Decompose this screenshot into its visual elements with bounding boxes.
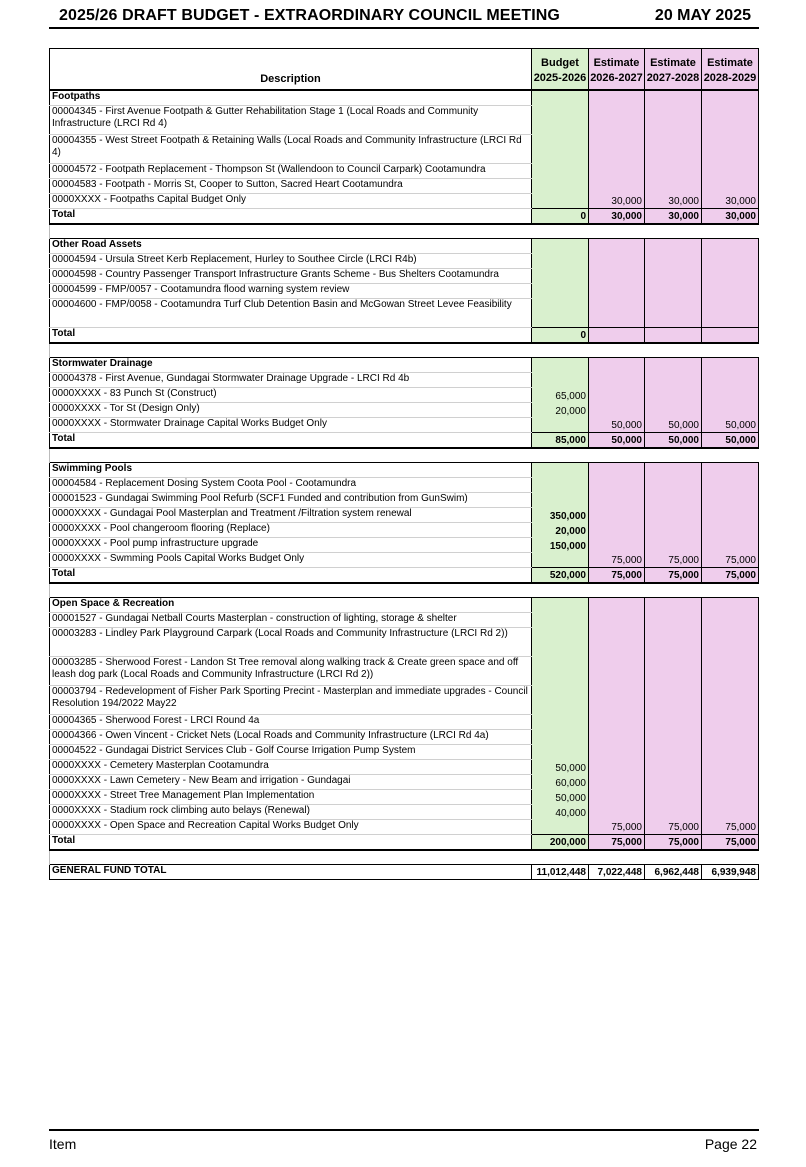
value-cell <box>532 284 589 299</box>
spacer-cell <box>702 224 759 239</box>
value-cell <box>702 388 759 403</box>
value-cell <box>589 538 645 553</box>
row-description: 00004572 - Footpath Replacement - Thompson St (Wallendoon to Council Carpark) Cootamundra <box>50 164 532 179</box>
value-cell: 30,000 <box>589 194 645 209</box>
value-cell: 40,000 <box>532 805 589 820</box>
total-value: 75,000 <box>589 835 645 851</box>
total-value: 520,000 <box>532 568 589 584</box>
total-label: Total <box>50 433 532 449</box>
total-label: Total <box>50 568 532 584</box>
spacer-cell <box>589 224 645 239</box>
table-row <box>50 254 759 269</box>
table-row <box>50 805 759 820</box>
row-description: 0000XXXX - Footpaths Capital Budget Only <box>50 194 532 209</box>
value-cell <box>532 463 589 478</box>
row-description: 0000XXXX - Cemetery Masterplan Cootamundra <box>50 760 532 775</box>
table-row <box>50 403 759 418</box>
row-description: 0000XXXX - Open Space and Recreation Capital Works Budget Only <box>50 820 532 835</box>
value-cell <box>645 179 702 194</box>
value-cell <box>702 613 759 628</box>
value-cell <box>589 388 645 403</box>
value-cell: 50,000 <box>702 418 759 433</box>
table-row <box>50 657 759 686</box>
table-row <box>50 730 759 745</box>
value-cell: 50,000 <box>532 790 589 805</box>
value-cell <box>702 403 759 418</box>
value-cell <box>589 508 645 523</box>
value-cell <box>589 373 645 388</box>
value-cell <box>645 508 702 523</box>
section-title: Other Road Assets <box>50 239 532 254</box>
total-value: 75,000 <box>702 835 759 851</box>
total-value <box>645 328 702 344</box>
value-cell <box>645 299 702 328</box>
value-cell <box>702 598 759 613</box>
value-cell <box>532 164 589 179</box>
value-cell <box>645 775 702 790</box>
column-header-estimate-2027-2028: Estimate 2027-2028 <box>645 49 702 91</box>
value-cell <box>702 493 759 508</box>
value-cell <box>645 403 702 418</box>
section-title: Stormwater Drainage <box>50 358 532 373</box>
value-cell <box>702 299 759 328</box>
grand-total-value: 11,012,448 <box>532 865 589 880</box>
table-row <box>50 194 759 209</box>
value-cell: 20,000 <box>532 523 589 538</box>
value-cell <box>702 358 759 373</box>
value-cell: 50,000 <box>645 418 702 433</box>
value-cell <box>532 478 589 493</box>
value-cell <box>532 493 589 508</box>
value-cell <box>532 613 589 628</box>
value-cell <box>645 388 702 403</box>
value-cell <box>589 493 645 508</box>
section-header-row <box>50 358 759 373</box>
table-body <box>50 90 759 880</box>
value-cell <box>645 254 702 269</box>
spacer-cell <box>645 343 702 358</box>
table-row <box>50 299 759 328</box>
value-cell: 20,000 <box>532 403 589 418</box>
value-cell <box>532 715 589 730</box>
row-description: 0000XXXX - Stormwater Drainage Capital Works Budget Only <box>50 418 532 433</box>
row-description: 00004345 - First Avenue Footpath & Gutter Rehabilitation Stage 1 (Local Roads and Community Infrastructure (LRCI Rd 4) <box>50 106 532 135</box>
row-description: 00004594 - Ursula Street Kerb Replacement, Hurley to Southee Circle (LRCI R4b) <box>50 254 532 269</box>
row-description: 0000XXXX - Pool pump infrastructure upgrade <box>50 538 532 553</box>
total-label: Total <box>50 835 532 851</box>
row-description: 0000XXXX - Street Tree Management Plan Implementation <box>50 790 532 805</box>
section-total-row <box>50 835 759 851</box>
column-header-description: Description <box>50 49 532 91</box>
table-row <box>50 106 759 135</box>
section-header-row <box>50 239 759 254</box>
row-description: 00003794 - Redevelopment of Fisher Park Sporting Precint - Masterplan and immediate upgrades - Council Resolution 194/2022 May22 <box>50 686 532 715</box>
section-title: Swimming Pools <box>50 463 532 478</box>
table-row <box>50 269 759 284</box>
row-description: 0000XXXX - Pool changeroom flooring (Replace) <box>50 523 532 538</box>
row-description: 00004600 - FMP/0058 - Cootamundra Turf Club Detention Basin and McGowan Street Levee Feasibility <box>50 299 532 328</box>
spacer-cell <box>702 583 759 598</box>
spacer-cell <box>50 583 532 598</box>
spacer-cell <box>50 343 532 358</box>
value-cell <box>645 135 702 164</box>
row-description: 00004378 - First Avenue, Gundagai Stormwater Drainage Upgrade - LRCI Rd 4b <box>50 373 532 388</box>
value-cell <box>702 538 759 553</box>
value-cell <box>589 613 645 628</box>
value-cell <box>645 478 702 493</box>
section-total-row <box>50 209 759 225</box>
value-cell <box>645 657 702 686</box>
total-value: 50,000 <box>702 433 759 449</box>
row-description: 0000XXXX - 83 Punch St (Construct) <box>50 388 532 403</box>
spacer-row <box>50 583 759 598</box>
table-row <box>50 790 759 805</box>
spacer-cell <box>532 224 589 239</box>
value-cell <box>589 254 645 269</box>
section-header-row <box>50 463 759 478</box>
value-cell <box>702 775 759 790</box>
total-value: 30,000 <box>702 209 759 225</box>
value-cell <box>702 90 759 106</box>
value-cell <box>702 373 759 388</box>
value-cell: 30,000 <box>645 194 702 209</box>
value-cell <box>645 760 702 775</box>
value-cell <box>645 628 702 657</box>
value-cell <box>702 657 759 686</box>
value-cell <box>532 299 589 328</box>
value-cell: 30,000 <box>702 194 759 209</box>
document-title: 2025/26 DRAFT BUDGET - EXTRAORDINARY COUNCIL MEETING <box>59 7 560 24</box>
total-value <box>589 328 645 344</box>
table-row <box>50 284 759 299</box>
grand-total-row <box>50 865 759 880</box>
spacer-row <box>50 224 759 239</box>
value-cell: 60,000 <box>532 775 589 790</box>
column-header-estimate-2028-2029: Estimate 2028-2029 <box>702 49 759 91</box>
value-cell <box>702 164 759 179</box>
grand-total-value: 7,022,448 <box>589 865 645 880</box>
table-row <box>50 686 759 715</box>
spacer-row <box>50 850 759 865</box>
spacer-cell <box>50 448 532 463</box>
spacer-cell <box>50 850 532 865</box>
spacer-cell <box>532 850 589 865</box>
spacer-cell <box>702 343 759 358</box>
section-total-row <box>50 433 759 449</box>
value-cell <box>532 628 589 657</box>
row-description: 0000XXXX - Stadium rock climbing auto belays (Renewal) <box>50 805 532 820</box>
value-cell <box>589 760 645 775</box>
table-row <box>50 745 759 760</box>
value-cell <box>532 239 589 254</box>
value-cell <box>645 613 702 628</box>
value-cell <box>532 269 589 284</box>
spacer-cell <box>645 448 702 463</box>
value-cell <box>702 478 759 493</box>
table-row <box>50 523 759 538</box>
spacer-cell <box>589 448 645 463</box>
table-row <box>50 760 759 775</box>
value-cell: 75,000 <box>645 820 702 835</box>
budget-table <box>49 48 759 880</box>
value-cell <box>645 790 702 805</box>
row-description: 00004598 - Country Passenger Transport Infrastructure Grants Scheme - Bus Shelters Cootamundra <box>50 269 532 284</box>
value-cell: 75,000 <box>589 820 645 835</box>
spacer-row <box>50 343 759 358</box>
value-cell <box>589 358 645 373</box>
row-description: 00001527 - Gundagai Netball Courts Masterplan - construction of lighting, storage & shelter <box>50 613 532 628</box>
row-description: 00003283 - Lindley Park Playground Carpark (Local Roads and Community Infrastructure (LRCI Rd 2)) <box>50 628 532 657</box>
value-cell <box>645 284 702 299</box>
value-cell <box>645 358 702 373</box>
table-row <box>50 775 759 790</box>
meeting-date: 20 MAY 2025 <box>654 7 751 24</box>
value-cell <box>702 628 759 657</box>
row-description: 00004599 - FMP/0057 - Cootamundra flood warning system review <box>50 284 532 299</box>
row-description: 00001523 - Gundagai Swimming Pool Refurb (SCF1 Funded and contribution from GunSwim) <box>50 493 532 508</box>
value-cell <box>645 715 702 730</box>
value-cell <box>589 164 645 179</box>
value-cell <box>645 730 702 745</box>
spacer-cell <box>589 343 645 358</box>
value-cell <box>532 553 589 568</box>
value-cell <box>702 790 759 805</box>
value-cell <box>645 106 702 135</box>
value-cell <box>702 760 759 775</box>
value-cell <box>589 90 645 106</box>
spacer-cell <box>702 850 759 865</box>
table-row <box>50 179 759 194</box>
value-cell <box>645 523 702 538</box>
section-total-row <box>50 328 759 344</box>
value-cell <box>702 686 759 715</box>
total-value: 200,000 <box>532 835 589 851</box>
value-cell <box>702 508 759 523</box>
value-cell <box>589 463 645 478</box>
value-cell <box>589 657 645 686</box>
value-cell <box>702 239 759 254</box>
value-cell <box>532 598 589 613</box>
table-row <box>50 373 759 388</box>
column-header-budget-2025-2026: Budget 2025-2026 <box>532 49 589 91</box>
value-cell <box>532 179 589 194</box>
section-header-row <box>50 598 759 613</box>
value-cell: 150,000 <box>532 538 589 553</box>
value-cell <box>645 598 702 613</box>
value-cell <box>589 299 645 328</box>
value-cell <box>589 775 645 790</box>
value-cell <box>589 686 645 715</box>
row-description: 0000XXXX - Swmming Pools Capital Works Budget Only <box>50 553 532 568</box>
value-cell: 75,000 <box>702 553 759 568</box>
row-description: 0000XXXX - Gundagai Pool Masterplan and Treatment /Filtration system renewal <box>50 508 532 523</box>
value-cell <box>702 805 759 820</box>
page-header <box>49 7 759 29</box>
spacer-cell <box>702 448 759 463</box>
value-cell <box>589 805 645 820</box>
value-cell <box>589 790 645 805</box>
spacer-cell <box>50 224 532 239</box>
row-description: 00004522 - Gundagai District Services Club - Golf Course Irrigation Pump System <box>50 745 532 760</box>
total-value: 75,000 <box>645 835 702 851</box>
spacer-cell <box>645 583 702 598</box>
value-cell <box>702 730 759 745</box>
grand-total-value: 6,962,448 <box>645 865 702 880</box>
value-cell: 75,000 <box>645 553 702 568</box>
value-cell <box>702 463 759 478</box>
section-title: Footpaths <box>50 90 532 106</box>
value-cell <box>589 628 645 657</box>
row-description: 0000XXXX - Lawn Cemetery - New Beam and irrigation - Gundagai <box>50 775 532 790</box>
total-value: 0 <box>532 328 589 344</box>
table-row <box>50 135 759 164</box>
value-cell <box>702 745 759 760</box>
spacer-cell <box>532 448 589 463</box>
value-cell <box>589 745 645 760</box>
table-row <box>50 418 759 433</box>
total-label: Total <box>50 328 532 344</box>
spacer-cell <box>589 583 645 598</box>
total-value <box>702 328 759 344</box>
column-header-estimate-2026-2027: Estimate 2026-2027 <box>589 49 645 91</box>
value-cell <box>702 106 759 135</box>
grand-total-value: 6,939,948 <box>702 865 759 880</box>
value-cell <box>702 284 759 299</box>
value-cell <box>645 269 702 284</box>
value-cell <box>532 135 589 164</box>
value-cell <box>532 657 589 686</box>
value-cell <box>589 135 645 164</box>
value-cell <box>702 179 759 194</box>
row-description: 00004584 - Replacement Dosing System Coota Pool - Cootamundra <box>50 478 532 493</box>
value-cell <box>532 106 589 135</box>
value-cell <box>532 194 589 209</box>
value-cell: 65,000 <box>532 388 589 403</box>
value-cell <box>702 135 759 164</box>
table-row <box>50 478 759 493</box>
row-description: 00004365 - Sherwood Forest - LRCI Round 4a <box>50 715 532 730</box>
footer-item-label: Item <box>49 1136 77 1152</box>
value-cell <box>645 463 702 478</box>
total-value: 75,000 <box>702 568 759 584</box>
value-cell <box>532 418 589 433</box>
value-cell <box>589 106 645 135</box>
table-row <box>50 388 759 403</box>
table-row <box>50 508 759 523</box>
value-cell <box>589 730 645 745</box>
total-value: 0 <box>532 209 589 225</box>
row-description: 00004366 - Owen Vincent - Cricket Nets (Local Roads and Community Infrastructure (LRCI Rd 4a) <box>50 730 532 745</box>
table-row <box>50 553 759 568</box>
row-description: 00004355 - West Street Footpath & Retaining Walls (Local Roads and Community Infrastructure (LRCI Rd 4) <box>50 135 532 164</box>
value-cell <box>589 284 645 299</box>
total-label: Total <box>50 209 532 225</box>
value-cell: 50,000 <box>532 760 589 775</box>
value-cell <box>589 523 645 538</box>
table-row <box>50 538 759 553</box>
section-header-row <box>50 90 759 106</box>
total-value: 50,000 <box>589 433 645 449</box>
value-cell <box>532 686 589 715</box>
value-cell <box>702 269 759 284</box>
value-cell <box>532 730 589 745</box>
value-cell <box>702 715 759 730</box>
spacer-cell <box>532 583 589 598</box>
value-cell <box>645 164 702 179</box>
value-cell <box>645 805 702 820</box>
value-cell <box>589 598 645 613</box>
grand-total-label: GENERAL FUND TOTAL <box>50 865 532 880</box>
spacer-cell <box>532 343 589 358</box>
value-cell <box>532 373 589 388</box>
value-cell <box>645 90 702 106</box>
table-row <box>50 715 759 730</box>
spacer-cell <box>645 850 702 865</box>
section-total-row <box>50 568 759 584</box>
value-cell <box>589 715 645 730</box>
row-description: 00004583 - Footpath - Morris St, Cooper to Sutton, Sacred Heart Cootamundra <box>50 179 532 194</box>
value-cell <box>645 745 702 760</box>
value-cell <box>589 403 645 418</box>
table-row <box>50 613 759 628</box>
total-value: 85,000 <box>532 433 589 449</box>
value-cell: 50,000 <box>589 418 645 433</box>
value-cell <box>645 493 702 508</box>
value-cell: 75,000 <box>702 820 759 835</box>
total-value: 75,000 <box>589 568 645 584</box>
value-cell: 75,000 <box>589 553 645 568</box>
value-cell <box>532 820 589 835</box>
table-row <box>50 164 759 179</box>
row-description: 0000XXXX - Tor St (Design Only) <box>50 403 532 418</box>
value-cell <box>645 239 702 254</box>
spacer-cell <box>645 224 702 239</box>
value-cell <box>532 745 589 760</box>
section-title: Open Space & Recreation <box>50 598 532 613</box>
value-cell <box>702 254 759 269</box>
spacer-cell <box>589 850 645 865</box>
value-cell <box>589 269 645 284</box>
value-cell <box>589 239 645 254</box>
total-value: 30,000 <box>589 209 645 225</box>
value-cell <box>589 478 645 493</box>
value-cell <box>589 179 645 194</box>
table-header-row <box>50 49 759 91</box>
value-cell <box>645 373 702 388</box>
spacer-row <box>50 448 759 463</box>
value-cell <box>532 90 589 106</box>
table-row <box>50 628 759 657</box>
value-cell <box>645 686 702 715</box>
total-value: 50,000 <box>645 433 702 449</box>
row-description: 00003285 - Sherwood Forest - Landon St Tree removal along walking track & Create green space and off leash dog park (Local Roads and Community Infrastructure (LRCI Rd 2)) <box>50 657 532 686</box>
table-row <box>50 493 759 508</box>
value-cell <box>532 358 589 373</box>
total-value: 30,000 <box>645 209 702 225</box>
total-value: 75,000 <box>645 568 702 584</box>
value-cell <box>532 254 589 269</box>
value-cell: 350,000 <box>532 508 589 523</box>
page-footer <box>49 1129 759 1155</box>
page-number: Page 22 <box>704 1136 757 1152</box>
value-cell <box>645 538 702 553</box>
value-cell <box>702 523 759 538</box>
table-row <box>50 820 759 835</box>
